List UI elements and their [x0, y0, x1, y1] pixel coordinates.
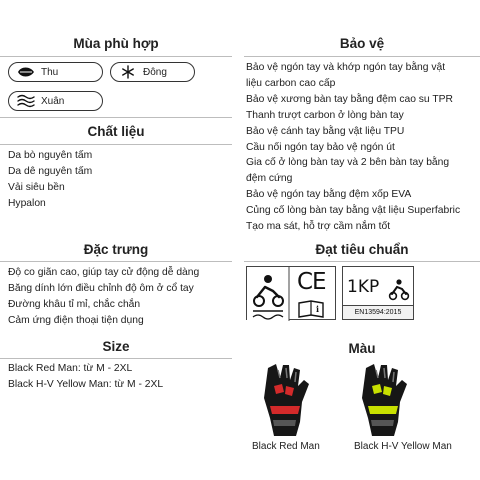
- list-item: Da dê nguyên tấm: [8, 165, 93, 177]
- divider: [0, 358, 232, 359]
- svg-text:i: i: [316, 304, 320, 314]
- protection-title: Bảo vệ: [339, 36, 385, 51]
- en-standard-label: [342, 266, 414, 320]
- ce-certification-label: [246, 266, 336, 320]
- divider: [0, 144, 232, 145]
- norm-label: EN13594:2015: [343, 305, 413, 319]
- features-list: [8, 265, 199, 329]
- leaf-icon: [17, 65, 35, 79]
- list-item: Thanh trượt carbon ở lòng bàn tay: [246, 109, 404, 121]
- glove-black-red-image: [256, 362, 316, 438]
- material-title: Chất liệu: [87, 124, 145, 139]
- list-item: Bảo vệ ngón tay và khớp ngón tay bằng vật: [246, 62, 446, 73]
- list-item: Da bò nguyên tấm: [8, 150, 93, 161]
- divider: [0, 117, 232, 118]
- season-pill-autumn: [8, 62, 103, 82]
- protection-list: [246, 60, 460, 235]
- color-title: Màu: [348, 341, 376, 356]
- list-item: Hypalon: [8, 197, 46, 209]
- size-title: Size: [102, 339, 130, 354]
- season-label: Thu: [41, 66, 59, 78]
- ce-mark: CE: [297, 269, 326, 295]
- snowflake-icon: [119, 65, 137, 79]
- color-caption-red: Black Red Man: [252, 441, 320, 452]
- size-list: [8, 361, 163, 393]
- standard-title: Đạt tiêu chuẩn: [315, 242, 409, 257]
- features-title: Đặc trưng: [83, 242, 149, 257]
- season-pill-spring: [8, 91, 103, 111]
- color-caption-yellow: Black H-V Yellow Man: [354, 441, 452, 452]
- list-item: Bảo vệ cánh tay bằng vật liệu TPU: [246, 125, 405, 137]
- material-list: [8, 148, 92, 212]
- list-item: Bảo vệ ngón tay bằng đệm xốp EVA: [246, 189, 412, 201]
- divider: [0, 261, 232, 262]
- list-item: liệu carbon cao cấp: [246, 77, 336, 89]
- list-item: Băng dính lớn điều chỉnh độ ôm ở cổ tay: [8, 282, 194, 294]
- list-item: Tạo ma sát, hỗ trợ cầm nắm tốt: [246, 221, 391, 233]
- list-item: Cảm ứng điện thoại tiện dụng: [8, 314, 144, 326]
- manual-book-icon: [299, 301, 323, 317]
- wind-icon: [17, 94, 35, 108]
- divider: [244, 261, 480, 262]
- list-item: Cầu nối ngón tay bảo vệ ngón út: [246, 141, 395, 153]
- list-item: Black H-V Yellow Man: từ M - 2XL: [8, 378, 164, 390]
- list-item: Bảo vệ xương bàn tay bằng đệm cao su TPR: [246, 93, 453, 105]
- list-item: Vải siêu bền: [8, 181, 65, 193]
- list-item: Gia cố ở lòng bàn tay và 2 bên bàn tay bằng: [246, 157, 450, 169]
- left-column: [0, 0, 232, 480]
- list-item: Black Red Man: từ M - 2XL: [8, 363, 133, 374]
- season-pill-winter: [110, 62, 195, 82]
- season-title: Mùa phù hợp: [73, 36, 159, 51]
- divider: [244, 56, 480, 57]
- season-label: Xuân: [41, 95, 65, 107]
- list-item: đệm cứng: [246, 173, 293, 185]
- list-item: Đường khâu tỉ mỉ, chắc chắn: [8, 298, 141, 310]
- divider: [0, 56, 232, 57]
- glove-black-yellow-image: [354, 362, 414, 438]
- list-item: Củng cố lòng bàn tay bằng vật liệu Superfabric: [246, 205, 461, 217]
- list-item: Độ co giãn cao, giúp tay cử động dễ dàng: [8, 267, 200, 278]
- protection-level: 1KP: [347, 277, 380, 297]
- motorcycle-icon: [387, 279, 411, 301]
- season-label: Đông: [143, 66, 167, 78]
- right-column: [244, 0, 480, 480]
